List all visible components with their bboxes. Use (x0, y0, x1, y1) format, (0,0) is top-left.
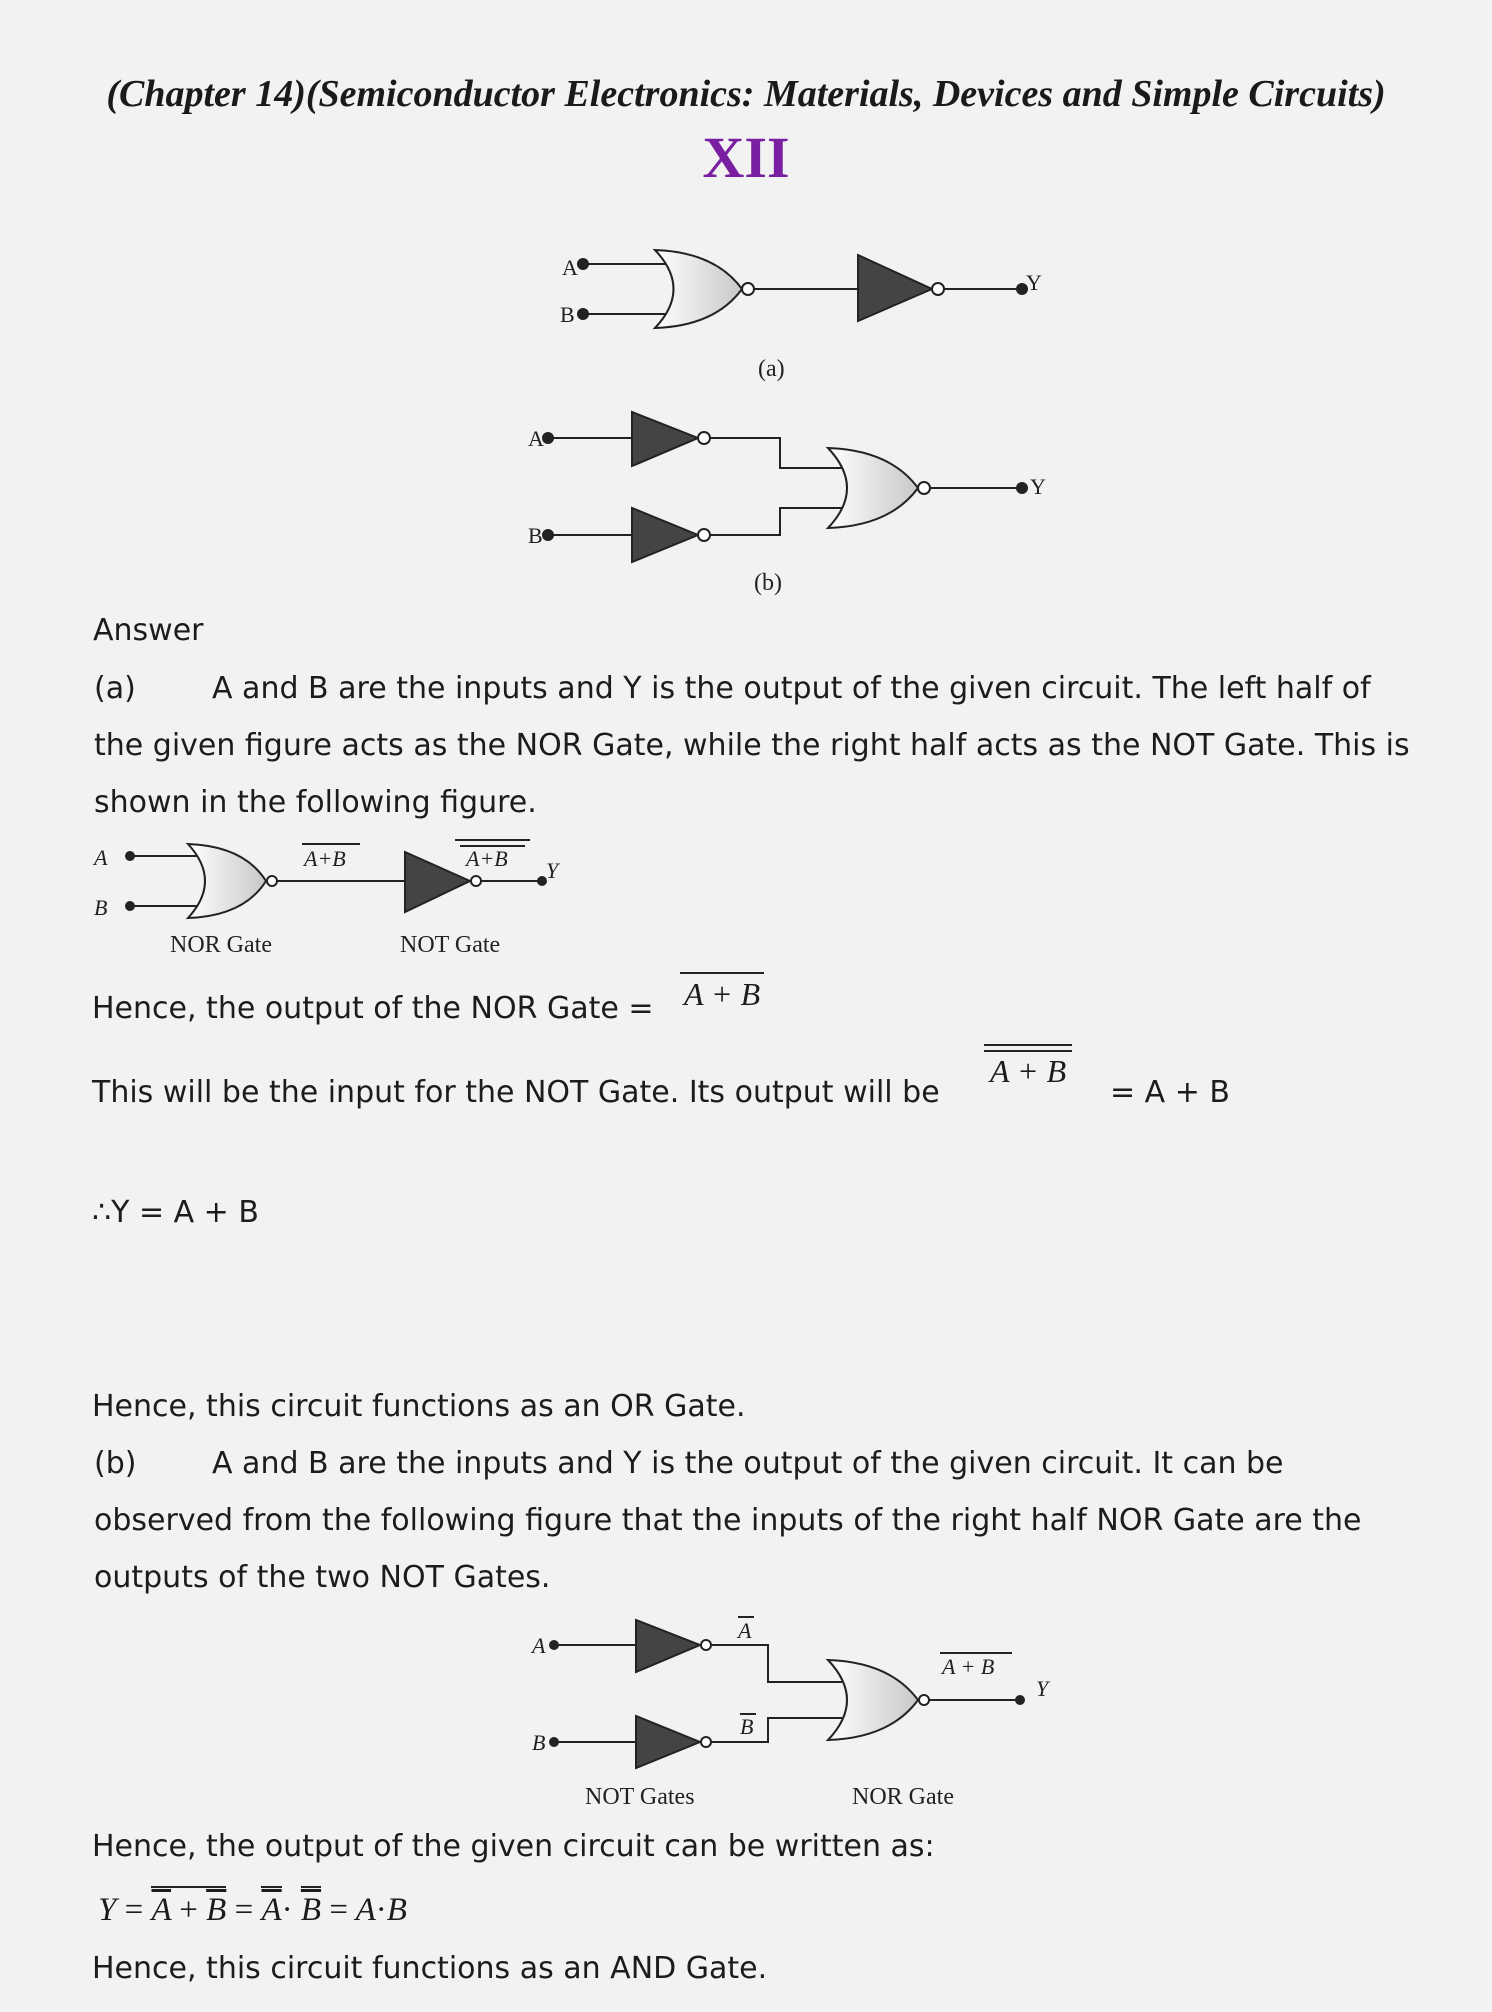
part-b-line2: observed from the following figure that the inputs of the right half NOR Gate are the (94, 1503, 1362, 1538)
eq-a-bar: $\overline{A}$ (151, 1892, 172, 1928)
fig-a-output: Y (1026, 270, 1042, 295)
eq-dot-2: · (375, 1892, 387, 1928)
fig2-input-a: A (532, 1633, 546, 1658)
eq-dot-1: · (281, 1892, 293, 1928)
eq-lhs-bar (151, 1886, 226, 1930)
fig-b-output: Y (1030, 474, 1046, 499)
nor-not-figure (0, 830, 700, 970)
part-b-label: (b) (94, 1446, 137, 1481)
eq-a-double: $\overline{A}$ (261, 1892, 282, 1928)
eq-equals-1: = (124, 1892, 144, 1928)
not-output-double-bar (984, 1044, 1072, 1090)
question-figures (0, 0, 1492, 620)
part-a-line2: the given figure acts as the NOR Gate, while the right half acts as the NOT Gate. This is (94, 728, 1410, 763)
chapter-title: (Chapter 14)(Semiconductor Electronics: Materials, Devices and Simple Circuits) (106, 73, 1386, 115)
part-b-line1: A and B are the inputs and Y is the output of the given circuit. It can be (212, 1446, 1284, 1481)
fig2-output: Y (1036, 1676, 1049, 1701)
not-input-text: This will be the input for the NOT Gate. Its output will be (92, 1075, 940, 1110)
not-output-expr: A + B (984, 1050, 1072, 1090)
fig-a-input-b: B (560, 302, 575, 327)
eq-a-double-bar (261, 1886, 281, 1930)
not-nor-figure (0, 1600, 1100, 1820)
eq-b-double-bar (301, 1886, 321, 1930)
part-a-line1: A and B are the inputs and Y is the output of the given circuit. The left half of (212, 671, 1371, 706)
therefore-line: ∴Y = A + B (92, 1195, 259, 1230)
nor-output-text: Hence, the output of the NOR Gate = (92, 991, 654, 1026)
eq-b-double: $\overline{B}$ (300, 1892, 322, 1928)
part-a-line3: shown in the following figure. (94, 785, 537, 820)
eq-equals-3: = (329, 1892, 348, 1928)
answer-heading: Answer (93, 613, 204, 648)
fig-a-input-a: A (562, 255, 578, 280)
fig1-input-a: A (94, 845, 108, 870)
part-b-line3: outputs of the two NOT Gates. (94, 1560, 551, 1595)
fig-a-caption: (a) (758, 356, 785, 382)
eq-equals-2: = (234, 1892, 254, 1928)
part-a-paragraph (94, 660, 1474, 831)
fig-b-caption: (b) (754, 570, 782, 596)
eq-b: B (386, 1892, 407, 1928)
fig1-nor-label: NOR Gate (170, 932, 272, 958)
eq-a: A (355, 1892, 376, 1928)
or-conclusion: Hence, this circuit functions as an OR Gate. (92, 1389, 746, 1424)
fig2-not-b-output: B (740, 1714, 754, 1739)
fig-b-input-a: A (528, 426, 544, 451)
part-a-label: (a) (94, 671, 136, 706)
eq-y: Y (98, 1892, 117, 1928)
fig1-not-label: NOT Gate (400, 932, 501, 958)
eq-b-bar: $\overline{B}$ (206, 1892, 227, 1928)
fig2-nor-output: A + B (942, 1654, 995, 1679)
figure-b (543, 412, 1027, 562)
fig1-not-output: A+B (466, 846, 508, 871)
written-as-text: Hence, the output of the given circuit can be written as: (92, 1829, 935, 1864)
fig2-input-b: B (532, 1730, 546, 1755)
eq-plus: + (179, 1892, 198, 1928)
figure-a (578, 250, 1027, 328)
final-equation (98, 1886, 407, 1930)
fig2-nor-label: NOR Gate (852, 1784, 954, 1810)
fig1-output: Y (546, 858, 559, 883)
class-label: XII (702, 125, 790, 190)
nor-output-expr: A + B (680, 972, 764, 1014)
fig-b-input-b: B (528, 523, 543, 548)
part-b-paragraph (94, 1435, 1474, 1606)
fig1-nor-output: A+B (304, 846, 346, 871)
fig2-not-a-output: A (738, 1618, 752, 1643)
not-output-result: = A + B (1110, 1075, 1230, 1110)
and-conclusion: Hence, this circuit functions as an AND Gate. (92, 1951, 768, 1986)
fig2-not-label: NOT Gates (585, 1784, 695, 1810)
fig1-input-b: B (94, 895, 108, 920)
